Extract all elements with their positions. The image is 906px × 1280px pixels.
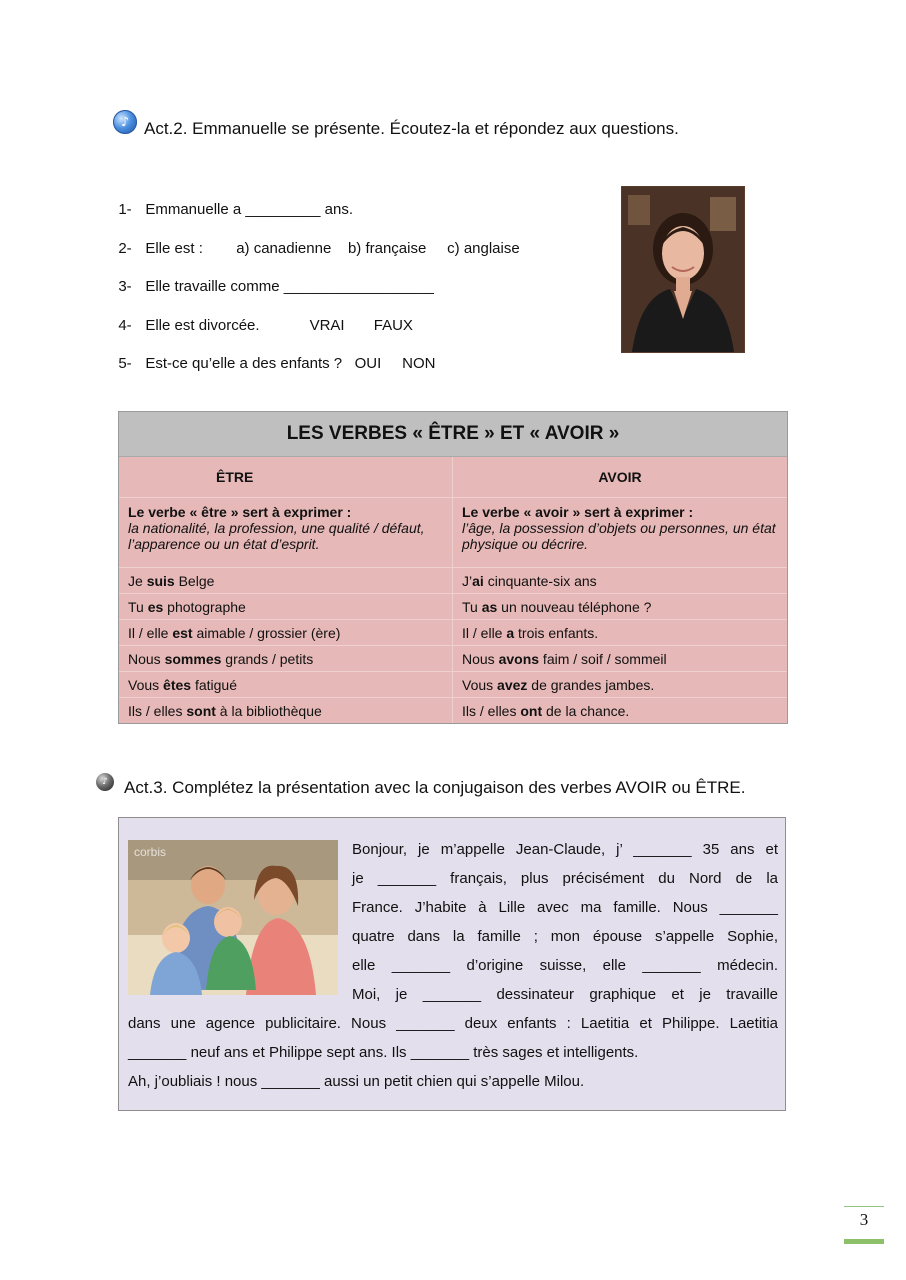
avoir-example: Il / elle a trois enfants. [453, 619, 787, 645]
page-number: 3 [859, 1210, 869, 1229]
question-2: 2- Elle est : a) canadienne b) française c) anglaise [118, 240, 520, 257]
etre-example: Tu es photographe [119, 593, 453, 619]
page-number-bar [844, 1239, 884, 1244]
table-row [119, 697, 787, 723]
paragraph-line: France. J’habite à Lille avec ma famille. Nous _______ [352, 899, 778, 916]
paragraph-line: elle _______ d’origine suisse, elle _______ médecin. [352, 957, 778, 974]
paragraph-line: Moi, je _______ dessinateur graphique et je travaille [352, 986, 778, 1003]
etre-intro-body: la nationalité, la profession, une qualité / défaut, l’apparence ou un état d’esprit. [128, 520, 425, 552]
etre-intro [119, 497, 453, 567]
table-row [119, 593, 787, 619]
etre-example: Vous êtes fatigué [119, 671, 453, 697]
avoir-example: Tu as un nouveau téléphone ? [453, 593, 787, 619]
avoir-intro-body: l’âge, la possession d’objets ou personnes, un état physique ou décrire. [462, 520, 776, 552]
avoir-example: Ils / elles ont de la chance. [453, 697, 787, 723]
audio-cd-icon[interactable]: ♪ [113, 110, 137, 134]
photo-watermark: corbis [134, 845, 167, 859]
act3-paragraph-lower [128, 1009, 778, 1096]
question-3: 3- Elle travaille comme __________________ [118, 278, 434, 295]
avoir-example: J’ai cinquante-six ans [453, 567, 787, 593]
question-5: 5- Est-ce qu’elle a des enfants ? OUI NON [118, 355, 436, 372]
act3-heading: Act.3. Complétez la présentation avec la conjugaison des verbes AVOIR ou ÊTRE. [124, 778, 746, 797]
table-row [119, 645, 787, 671]
avoir-example: Nous avons faim / soif / sommeil [453, 645, 787, 671]
table-title: LES VERBES « ÊTRE » ET « AVOIR » [119, 412, 787, 457]
page-number-rule [844, 1206, 884, 1207]
question-4: 4- Elle est divorcée. VRAI FAUX [118, 317, 413, 334]
paragraph-line: quatre dans la famille ; mon épouse s’appelle Sophie, [352, 928, 778, 945]
family-photo [128, 840, 338, 995]
table-row [119, 619, 787, 645]
avoir-intro-title: Le verbe « avoir » sert à exprimer : [462, 504, 694, 520]
paragraph-line: Bonjour, je m’appelle Jean-Claude, j’ _______ 35 ans et [352, 841, 778, 858]
verbs-table [118, 411, 788, 724]
etre-column-header: ÊTRE [119, 457, 453, 497]
table-row [119, 671, 787, 697]
avoir-intro [453, 497, 787, 567]
etre-intro-title: Le verbe « être » sert à exprimer : [128, 504, 352, 520]
paragraph-line: dans une agence publicitaire. Nous _______ deux enfants : Laetitia et Philippe. Laetitia [128, 1015, 778, 1032]
paragraph-line: _______ neuf ans et Philippe sept ans. Ils _______ très sages et intelligents. [128, 1044, 639, 1061]
etre-example: Nous sommes grands / petits [119, 645, 453, 671]
etre-example: Il / elle est aimable / grossier (ère) [119, 619, 453, 645]
etre-example: Je suis Belge [119, 567, 453, 593]
paragraph-line: je _______ français, plus précisément du Nord de la [352, 870, 778, 887]
question-1: 1- Emmanuelle a _________ ans. [118, 201, 353, 218]
emmanuelle-portrait-photo [621, 186, 745, 353]
table-row [119, 567, 787, 593]
avoir-column-header: AVOIR [598, 469, 642, 485]
audio-disc-icon[interactable]: ♪ [96, 773, 114, 791]
avoir-example: Vous avez de grandes jambes. [453, 671, 787, 697]
act2-heading: Act.2. Emmanuelle se présente. Écoutez-la et répondez aux questions. [144, 119, 679, 138]
paragraph-line: Ah, j’oubliais ! nous _______ aussi un petit chien qui s’appelle Milou. [128, 1073, 585, 1090]
etre-example: Ils / elles sont à la bibliothèque [119, 697, 453, 723]
act3-paragraph-upper [352, 835, 778, 1009]
